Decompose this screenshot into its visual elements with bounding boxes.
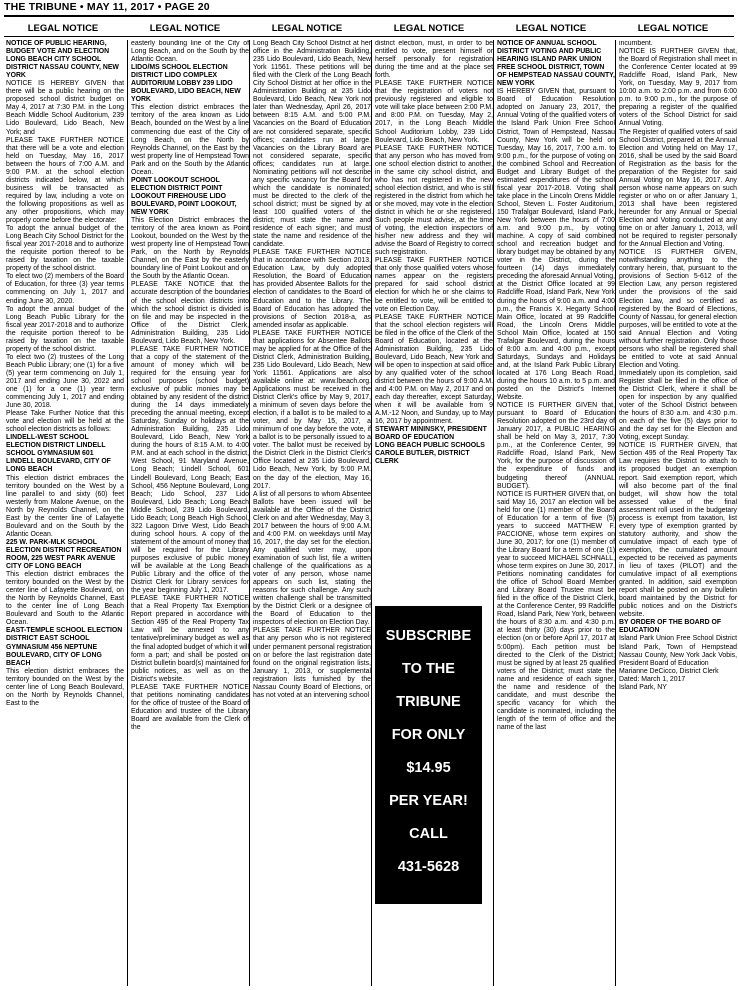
notice-paragraph: The Register of qualified voters of said School District, prepared at the Annual Election and Voting held on May 17, 2016, shall be used by the said Board of Registration as the basis for the preparation of the Register for said Annual Voting on May 16, 2017. Any person whose name appears on such register or who on or after January 1, 2013 shall have been registered hereunder for any Annual or Special Election and Voting conducted at any time on or after January 1, 2013, will not be required to register personally for the Annual Election and Voting. xyxy=(619,128,737,249)
notice-paragraph: PLEASE TAKE FURTHER NOTICE that a copy of the statement of the amount of money which will be required for the ensuing year for school purposes (school budget) exclusive of public monies may be obtained by any resident of the district during the 14 days immediately preceding the annual meeting, except Saturday, Sunday or holidays at the Administration Building, 235 Lido Boulevard, Lido Beach, New York during the hours of 8:15 A.M. to 4:00 P.M. and at each school in the district, West School, 91 Maryland Avenue, Long Beach; Lindell School, 601 Lindell Boulevard, Long Beach; East School, 456 Neptune Boulevard, Long Beach; Lido School, 237 Lido Boulevard, Lido Beach; Long Beach Middle School, 239 Lido Boulevard, Lido Beach; Long Beach High School, 322 Lagoon Drive West, Lido Beach during school hours. A copy of the statement of the amount of money that will be required for the Library purposes exclusive of public money will be available at the Long Beach Public Library and the office of the District Clerk for Library services for the year beginning July 1, 2017. xyxy=(131,345,249,595)
notice-paragraph: To elect two (2) trustees of the Long Beach Public Library; one (1) for a five (5) year term commencing on July 1, 2017 and ending June 30, 2022 and one (1) for a one (1) year term commencing July 1, 2017 and ending June 30, 2018. xyxy=(6,353,124,410)
column-divider xyxy=(493,40,494,986)
notice-paragraph: easterly bounding line of the City of Long Beach, and on the South by the Atlantic Ocean. xyxy=(131,40,249,64)
column-header: LEGAL NOTICE xyxy=(149,23,221,34)
notice-paragraph: PLEASE TAKE FURTHER NOTICE that applications for Absentee Ballots may be applied for at the Office of the District Clerk, Administration Building, 235 Lido Boulevard, Lido Beach, New York 11561. Applications are also available online at: www.lbeach.org. Applications must be received in the District Clerk's office by May 9, 2017, a minimum of seven days before the election, if a ballot is to be mailed to a voter, and by May 15, 2017, a minimum of one day before the vote, if a ballot is to be personally issued to a voter. The ballot must be received by the District Clerk in the District Clerk's Office located at 235 Lido Boulevard, Lido Beach, New York, by 5:00 P.M. on the day of the election, May 16, 2017. xyxy=(253,329,371,490)
notice-paragraph: This election district embraces the territory bounded on the West by the center line of Lafayette Boulevard, on the North by Reynolds Channel, East to the center line of Long Beach Boulevard and South to the Atlantic Ocean. xyxy=(6,571,124,627)
notice-column-6 xyxy=(619,40,737,986)
notice-paragraph: IS HEREBY GIVEN that, pursuant to Board of Education Resolution adopted on January 23, 2017, the Annual Voting of the qualified voters of the Island Park Union Free School District, Town of Hempstead, Nassau County, New York will be held on Tuesday, May 16, 2017, 7:00 a.m. to 9:00 p.m., for the purpose of voting on the combined School and Recreation Budget and Library Budget of the estimated expenditures of the school fiscal year 2017-2018. Voting shall take place in the Lincoln Orens Middle School, Steven L. Foster Auditorium, 150 Trafalgar Boulevard, Island Park, New York between the hours of 7:00 a.m. and 9:00 p.m., by voting machine. A copy of said combined school and recreation budget and library budget may be obtained by any voter in the District, during the fourteen (14) days immediately preceding the aforesaid Annual Voting, at the District Office located at 99 Radcliffe Road, Island Park, New York during the hours of 9:00 a.m. and 4:00 p.m., the Francis X. Hegarty School Main Office, located at 99 Radcliffe Road, the Lincoln Orens Middle School Main Office, located at 150 Trafalgar Boulevard, during the hours of 8:00 a.m. and 4:00 p.m., except Saturdays, Sundays and Holidays and, at the Island Park Public Library located at 176 Long Beach Road, during the hours 10 a.m. to 5 p.m. and posted on the District's Internet Website. xyxy=(497,88,615,402)
notice-paragraph: PLEASE TAKE FURTHER NOTICE that only those qualified voters whose names appear on the registers prepared for said school district election for which he or she claims to be entitled to vote, will be entitled to vote on Election Day. xyxy=(375,257,493,313)
column-divider xyxy=(371,40,372,986)
column-header: LEGAL NOTICE xyxy=(515,23,587,34)
promo-phone: 431-5628 xyxy=(397,859,460,875)
notice-column-1 xyxy=(6,40,124,986)
notice-paragraph: Long Beach City School District at her office in the Administration Building, 235 Lido Boulevard, Lido Beach, New York 11561. These petitions will be filed with the Clerk of the Long Beach City School District at her office in the Administration Building at 235 Lido Boulevard, Lido Beach, New York not later than Wednesday, April 26, 2017 between 8:15 A.M. and 5:00 P.M. Vacancies on the Board of Education are not considered separate, specific offices; candidates run at large. Vacancies on the Library Board are not considered separate, specific offices; candidates run at large. Nominating petitions will not describe any specific vacancy for the Board for which the candidate is nominated; must be directed to the clerk of the school district; must be signed by at least 100 qualified voters of the district; must state the name and residence of each signer; and must state the name and residence of the candidate. xyxy=(253,40,371,249)
column-headers xyxy=(4,22,734,35)
promo-line: SUBSCRIBE xyxy=(385,628,472,644)
column-header: LEGAL NOTICE xyxy=(27,23,99,34)
notice-column-4 xyxy=(375,40,493,600)
signature-line: Island Park Union Free School District Island Park, Town of Hempstead Nassau County, New York Jack Vobis, President Board of Education xyxy=(619,635,737,667)
district-heading: EAST-TEMPLE SCHOOL ELECTION DISTRICT EAST SCHOOL GYMNASIUM 456 NEPTUNE BOULEVARD, CITY OF LONG BEACH xyxy=(6,627,123,667)
notice-paragraph: To adopt the annual budget of the Long Beach City School District for the fiscal year 2017-2018 and to authorize the requisite portion thereof to be raised by taxation on the taxable property of the school district. xyxy=(6,225,124,273)
notice-paragraph: NOTICE IS FURTHER GIVEN that, on said May 16, 2017 an election will be held for one (1) member of the Board of Education for a term of five (5) years to succeed MATTHEW F. PACCIONE, whose term expires on June 30, 2017; for one (1) member of the Library Board for a term of one (1) year to succeed MICHAEL SCHNALL, whose term expires on June 30, 2017. Petitions nominating candidates for the office of School Board Member and Library Board Trustee must be filed in the office of the District Clerk, at the Conference Center, 99 Radcliffe Road, Island Park, New York, between the hours of 8:30 a.m. and 4:30 p.m. at least thirty (30) days prior to the election (on or before April 17, 2017 at 5:00pm). Each petition must be directed to the Clerk of the District; must be signed by at least 25 qualified voters of the District; must state the name and residence of each signer, the name and residence of the candidate, and must describe the specific vacancy for which the candidate is nominated, including the length of the term of office and the name of the last xyxy=(497,490,615,731)
notice-column-5 xyxy=(497,40,615,986)
signature-line: BY ORDER OF THE BOARD OF EDUCATION xyxy=(619,619,722,635)
promo-line: $14.95 xyxy=(406,760,451,776)
column-divider xyxy=(249,40,250,986)
notice-paragraph: A list of all persons to whom Absentee Ballots have been issued will be available at the Office of the District Clerk on and after Wednesday, May 3, 2017 between the hours of 9:00 A.M. and 4:00 P.M. on weekdays until May 16, 2017, the day set for the election. Any qualified voter may, upon examination of such list, file a written challenge of the qualifications as a voter of any person, whose name appears on such list, stating the reasons for such challenge. Any such written challenge shall be transmitted by the District Clerk or a designee of the Board of Education to the inspectors of election on Election Day. xyxy=(253,490,371,627)
district-heading: POINT LOOKOUT SCHOOL ELECTION DISTRICT POINT LOOKOUT FIREHOUSE LIDO BOULEVARD, POINT LOOKOUT, NEW YORK xyxy=(131,176,237,216)
signature-line: CAROLE BUTLER, DISTRICT CLERK xyxy=(375,450,470,466)
district-heading: LINDELL-WEST SCHOOL ELECTION DISTRICT LINDELL SCHOOL GYMNASIUM 601 LINDELL BOULEVARD, CITY OF LONG BEACH xyxy=(6,434,111,474)
notice-paragraph: NOTICE IS FURTHER GIVEN that, pursuant to Board of Education Resolution adopted on the 23rd day of January 2017, a PUBLIC HEARING shall be held on May 3, 2017, 7:30 p.m., at the Conference Center, 99 Radcliffe Road, Island Park, New York, for the purpose of discussion of the expenditure of funds and budgeting thereof (ANNUAL BUDGET). xyxy=(497,402,615,490)
notice-heading: NOTICE OF ANNUAL SCHOOL DISTRICT VOTING AND PUBLIC HEARING ISLAND PARK UNION FREE SCHOOL DISTRICT, TOWN OF HEMPSTEAD NASSAU COUNTY, NEW YORK xyxy=(497,40,615,88)
notice-column-3 xyxy=(253,40,371,986)
column-header: LEGAL NOTICE xyxy=(271,23,343,34)
signature-line: Marianne DeCicco, District Clerk xyxy=(619,667,719,675)
signature-line: Dated: March 1, 2017 xyxy=(619,675,686,683)
notice-paragraph: district election, must, in order to be entitled to vote, present himself or herself personally for registration during the time and at the place set forth. xyxy=(375,40,493,80)
notice-paragraph: incumbent. xyxy=(619,40,653,47)
notice-paragraph: This election district embraces the territory bounded on the West by the center line of Long Beach Boulevard, on the North by Reynolds Channel, East to the xyxy=(6,667,124,707)
notice-column-2 xyxy=(131,40,249,986)
signature-line: BOARD OF EDUCATION xyxy=(375,434,455,442)
notice-paragraph: PLEASE TAKE FURTHER NOTICE that any person who has moved from one school election district to another, in the same city school district, and who has not registered in the new school election district, and who is still registered in the district from which he or she moved, may vote in the election district in which he or she registered. Such people must advise, at the time of voting, the election inspectors of his/her new address and they will advise the Board of Registry to correct such registration. xyxy=(375,144,493,257)
notice-paragraph: To elect two (2) members of the Board of Education, for three (3) year terms commencing on July 1, 2017 and ending June 30, 2020. xyxy=(6,273,124,305)
column-header: LEGAL NOTICE xyxy=(637,23,709,34)
notice-paragraph: NOTICE IS FURTHER GIVEN, notwithstanding anything to the contrary herein, that, pursuant to the provisions of Section 5-612 of the Election Law, any person registered under the provisions of the said Election Law, and so certified as registered by the Board of Elections, County of Nassau, for general election purposes, will be entitled to vote at the said Annual Election and Voting without further registration. Only those persons who shall be registered shall be entitled to vote at said Annual Election and Voting. xyxy=(619,249,737,369)
notice-paragraph: PLEASE TAKE NOTICE that the accurate description of the boundaries of the school election districts into which the school district is divided is on file and may be inspected in the Office of the District Clerk, Administration Building, 235 Lido Boulevard, Lido Beach, New York. xyxy=(131,281,249,345)
promo-line: TRIBUNE xyxy=(396,694,461,710)
signature-line: Island Park, NY xyxy=(619,683,667,691)
notice-paragraph: This Election District embraces the territory of the area known as Point Lookout, bounded on the West by the west property line of Hempstead Town Park, on the North by Reynolds Channel, on the East by the easterly boundary line of Point Lookout and on the South by the Atlantic Ocean. xyxy=(131,217,249,281)
notice-paragraph: This election district embraces the territory bounded on the West by a line parallel to and sixty (60) feet westerly from Malone Avenue, on the North by Reynolds Channel, on the East by the center line of Lafayette Boulevard and on the South by the Atlantic Ocean. xyxy=(6,474,124,538)
notice-heading: NOTICE OF PUBLIC HEARING, BUDGET VOTE AND ELECTION LONG BEACH CITY SCHOOL DISTRICT NASSAU COUNTY, NEW YORK xyxy=(6,40,119,80)
notice-paragraph: PLEASE TAKE FURTHER NOTICE that there will be a vote and election held on Tuesday, May 16, 2017 between the hours of 7:00 A.M. and 9:00 P.M. at the school election districts indicated below, at which business will be transacted as required by law, including a vote on the following propositions as well as any other propositions, which may properly come before the electorate: xyxy=(6,136,124,225)
promo-line: FOR ONLY xyxy=(391,727,466,743)
column-divider xyxy=(615,40,616,986)
notice-paragraph: Immediately upon its completion, said Register shall be filed in the office of the District Clerk, where it shall be open for inspection by any qualified voter of the School District between the hours of 8:30 a.m. and 4:30 p.m. on each of the five (5) days prior to and the day set for the Election and Voting, except Sunday. xyxy=(619,369,737,442)
column-divider xyxy=(127,40,128,986)
notice-paragraph: PLEASE TAKE FURTHER NOTICE that the registration of voters not previously registered and eligible to vote will take place between 2:00 P.M. and 8:00 P.M. on Tuesday, May 2, 2017, in the Long Beach Middle School Auditorium Lobby, 239 Lido Boulevard, Lido Beach, New York. xyxy=(375,80,493,144)
notice-paragraph: PLEASE TAKE FURTHER NOTICE that any person who is not registered under permanent personal registration on or before the last registration date found on the original registration lists, January 1, 2013, or supplemental registration lists furnished by the Nassau County Board of Elections, or has not voted at an intervening school xyxy=(253,627,371,699)
notice-paragraph: PLEASE TAKE FURTHER NOTICE that petitions nominating candidates for the office of trustee of the Board of Education and trustee of the Library Board are available from the Clerk of the xyxy=(131,683,249,731)
header-rule xyxy=(4,36,734,37)
district-heading: 225 W. PARK-MLK SCHOOL ELECTION DISTRICT RECREATION ROOM, 225 WEST PARK AVENUE CITY OF LONG BEACH xyxy=(6,538,122,571)
masthead-rule xyxy=(4,15,734,17)
notice-paragraph: NOTICE IS HEREBY GIVEN that there will be a public hearing on the proposed school district budget on May 4, 2017 at 7:30 P.M. in the Long Beach Middle School Auditorium, 239 Lido Boulevard, Lido Beach, New York; and xyxy=(6,80,124,136)
masthead: THE TRIBUNE • MAY 11, 2017 • PAGE 20 xyxy=(4,1,210,13)
promo-line: TO THE xyxy=(402,661,455,677)
column-header: LEGAL NOTICE xyxy=(393,23,465,34)
notice-paragraph: PLEASE TAKE FURTHER NOTICE that a Real Property Tax Exemption Report prepared in accordance with Section 495 of the Real Property Tax Law will be annexed to any tentative/preliminary budget as well as the final adopted budget of which it will form a part; and shall be posted on District bulletin board(s) maintained for public notices, as well as on the District's website. xyxy=(131,595,249,683)
notice-paragraph: To adopt the annual budget of the Long Beach Public Library for the fiscal year 2017-2018 and to authorize the requisite portion thereof to be raised by taxation on the taxable property of the school district. xyxy=(6,305,124,353)
notice-paragraph: NOTICE IS FURTHER GIVEN that, the Board of Registration shall meet in the Conference Center located at 99 Radcliffe Road, Island Park, New York, on Tuesday, May 9, 2017 from 10:00 a.m. to 2:00 p.m. and from 6:00 p.m. to 9:00 p.m., for the purpose of preparing a register of the qualified voters of the School District for said Annual Voting. xyxy=(619,48,737,128)
notice-paragraph: Please Take Further Notice that this vote and election will be held at the school election districts as follows: xyxy=(6,410,124,434)
signature-line: STEWART MININSKY, PRESIDENT xyxy=(375,426,487,434)
notice-paragraph: PLEASE TAKE FURTHER NOTICE that the school election registers will be filed in the office of the Clerk of the Board of Education, located at the Administration Building, 235 Lido Boulevard, Lido Beach, New York and will be open to inspection at said office by any qualified voter of the school district between the hours of 9:00 A.M. and 4:00 P.M. on May 2, 2017 and on each day thereafter, except Saturday, when it will be available from 9 A.M.-12 Noon, and Sunday, up to May 16, 2017 by appointment. xyxy=(375,313,493,426)
promo-line: CALL xyxy=(409,826,448,842)
notice-paragraph: This election district embraces the territory of the area known as Lido Beach, bounded on the West by a line commencing due east of the City of Long Beach, on the North by Reynolds Channel, on the East by the west property line of Hempstead Town Park and on the South by the Atlantic Ocean. xyxy=(131,104,249,176)
signature-line: LONG BEACH PUBLIC SCHOOLS xyxy=(375,442,485,450)
notice-paragraph: PLEASE TAKE FURTHER NOTICE that in accordance with Section 2013, Education Law, by duly adopted Resolution, the Board of Education has provided Absentee Ballots for the election of candidates to the Board of Education and to the Library. The Board of Education has adopted the provisions of Section 2018-a, as amended insofar as applicable. xyxy=(253,249,371,329)
subscription-ad xyxy=(375,606,482,904)
notice-paragraph: NOTICE IS FURTHER GIVEN, that Section 495 of the Real Property Tax Law requires the District to attach to its proposed budget an exemption report. Said exemption report, which will also become part of the final budget, will show how the total assessed value of the final assessment roll used in the budgetary process is exempt from taxation, list every type of exemption granted by statutory authority, and show the cumulative impact of each type of exemption, the cumulated amount expected to be received as payments in lieu of taxes (PILOT) and the cumulative impact of all exemptions granted. In addition, said exemption report shall be posted on any bulletin board maintained by the District for public notices and on the District's website. xyxy=(619,442,737,619)
district-heading: LIDO/MS SCHOOL ELECTION DISTRICT LIDO COMPLEX AUDITORIUM LOBBY 239 LIDO BOULEVARD, LIDO BEACH, NEW YORK xyxy=(131,64,241,104)
promo-line: PER YEAR! xyxy=(389,793,468,809)
